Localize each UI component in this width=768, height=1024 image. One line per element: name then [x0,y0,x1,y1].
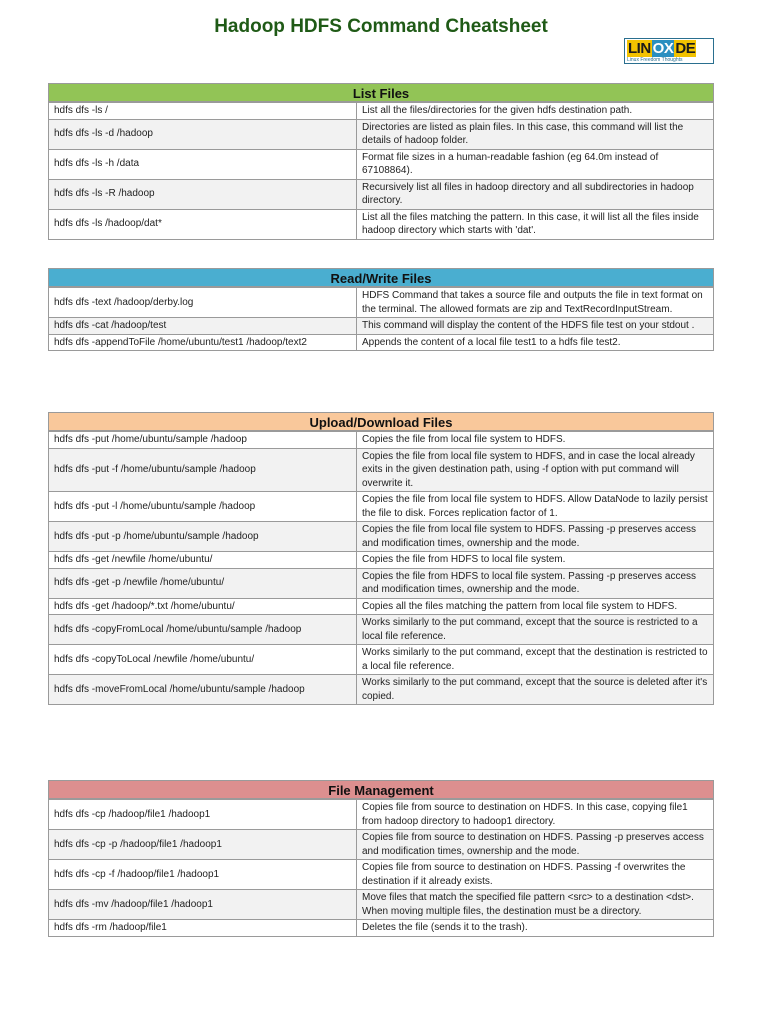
logo-tagline: Linux Freedom Thoughts [627,57,683,63]
section-header: Read/Write Files [48,268,714,287]
table-row [49,209,714,239]
section-file-management [48,780,714,937]
command-cell: hdfs dfs -ls -R /hadoop [49,179,357,209]
table-row [49,492,714,522]
table-row [49,830,714,860]
description-cell: Copies file from source to destination on HDFS. Passing -f overwrites the destination if it already exists. [357,860,714,890]
page-title: Hadoop HDFS Command Cheatsheet [214,16,548,37]
description-cell: List all the files/directories for the given hdfs destination path. [357,103,714,120]
description-cell: Works similarly to the put command, except that the source is restricted to a local file reference. [357,615,714,645]
command-cell: hdfs dfs -put -l /home/ubuntu/sample /hadoop [49,492,357,522]
description-cell: Copies the file from HDFS to local file system. Passing -p preserves access and modification times, ownership and the mode. [357,568,714,598]
table-row [49,920,714,937]
table-row [49,890,714,920]
table-row [49,432,714,449]
table-row [49,334,714,351]
description-cell: Copies the file from HDFS to local file system. [357,552,714,569]
command-cell: hdfs dfs -put -p /home/ubuntu/sample /hadoop [49,522,357,552]
description-cell: Recursively list all files in hadoop directory and all subdirectories in hadoop directory. [357,179,714,209]
command-cell: hdfs dfs -copyToLocal /newfile /home/ubuntu/ [49,645,357,675]
description-cell: Works similarly to the put command, except that the source is deleted after it's copied. [357,675,714,705]
table-row [49,288,714,318]
table-row [49,675,714,705]
command-cell: hdfs dfs -moveFromLocal /home/ubuntu/sample /hadoop [49,675,357,705]
table-row [49,179,714,209]
description-cell: Deletes the file (sends it to the trash). [357,920,714,937]
description-cell: Directories are listed as plain files. In this case, this command will list the details of hadoop folder. [357,119,714,149]
command-cell: hdfs dfs -appendToFile /home/ubuntu/test1 /hadoop/text2 [49,334,357,351]
description-cell: HDFS Command that takes a source file and outputs the file in text format on the terminal. The allowed formats are zip and TextRecordInputStream. [357,288,714,318]
command-table [48,431,714,705]
logo-wordmark: LIN OX DE [628,40,696,57]
description-cell: Copies file from source to destination on HDFS. In this case, copying file1 from hadoop directory to hadoop1 directory. [357,800,714,830]
description-cell: Copies the file from local file system to HDFS. [357,432,714,449]
table-row [49,552,714,569]
command-table [48,102,714,240]
description-cell: Copies the file from local file system to HDFS. Allow DataNode to lazily persist the file to disk. Forces replication factor of 1. [357,492,714,522]
table-row [49,149,714,179]
description-cell: Works similarly to the put command, except that the destination is restricted to a local file reference. [357,645,714,675]
command-table [48,799,714,937]
command-cell: hdfs dfs -ls -h /data [49,149,357,179]
table-row [49,119,714,149]
command-cell: hdfs dfs -copyFromLocal /home/ubuntu/sample /hadoop [49,615,357,645]
description-cell: Move files that match the specified file pattern <src> to a destination <dst>. When moving multiple files, the destination must be a directory. [357,890,714,920]
table-row [49,598,714,615]
command-cell: hdfs dfs -get -p /newfile /home/ubuntu/ [49,568,357,598]
description-cell: This command will display the content of the HDFS file test on your stdout . [357,318,714,335]
section-header: List Files [48,83,714,102]
command-cell: hdfs dfs -cp -p /hadoop/file1 /hadoop1 [49,830,357,860]
table-row [49,522,714,552]
command-cell: hdfs dfs -put -f /home/ubuntu/sample /hadoop [49,448,357,492]
table-row [49,615,714,645]
table-row [49,568,714,598]
command-cell: hdfs dfs -text /hadoop/derby.log [49,288,357,318]
command-cell: hdfs dfs -get /newfile /home/ubuntu/ [49,552,357,569]
command-cell: hdfs dfs -get /hadoop/*.txt /home/ubuntu/ [49,598,357,615]
section-upload-download-files [48,412,714,705]
command-cell: hdfs dfs -rm /hadoop/file1 [49,920,357,937]
table-row [49,318,714,335]
command-cell: hdfs dfs -cp -f /hadoop/file1 /hadoop1 [49,860,357,890]
section-list-files [48,83,714,240]
description-cell: Copies the file from local file system to HDFS. Passing -p preserves access and modification times, ownership and the mode. [357,522,714,552]
section-header: Upload/Download Files [48,412,714,431]
description-cell: Appends the content of a local file test1 to a hdfs file test2. [357,334,714,351]
command-cell: hdfs dfs -cp /hadoop/file1 /hadoop1 [49,800,357,830]
command-table [48,287,714,351]
section-read-write-files [48,268,714,351]
table-row [49,448,714,492]
command-cell: hdfs dfs -cat /hadoop/test [49,318,357,335]
command-cell: hdfs dfs -ls -d /hadoop [49,119,357,149]
table-row [49,645,714,675]
table-row [49,103,714,120]
description-cell: Format file sizes in a human-readable fashion (eg 64.0m instead of 67108864). [357,149,714,179]
command-cell: hdfs dfs -mv /hadoop/file1 /hadoop1 [49,890,357,920]
command-cell: hdfs dfs -ls / [49,103,357,120]
description-cell: Copies file from source to destination on HDFS. Passing -p preserves access and modification times, ownership and the mode. [357,830,714,860]
description-cell: Copies the file from local file system to HDFS, and in case the local already exits in the given destination path, using -f option with put command will overwrite it. [357,448,714,492]
table-row [49,860,714,890]
command-cell: hdfs dfs -put /home/ubuntu/sample /hadoop [49,432,357,449]
description-cell: List all the files matching the pattern. In this case, it will list all the files inside hadoop directory which starts with 'dat'. [357,209,714,239]
command-cell: hdfs dfs -ls /hadoop/dat* [49,209,357,239]
section-header: File Management [48,780,714,799]
linoxide-logo [624,38,714,64]
table-row [49,800,714,830]
description-cell: Copies all the files matching the pattern from local file system to HDFS. [357,598,714,615]
